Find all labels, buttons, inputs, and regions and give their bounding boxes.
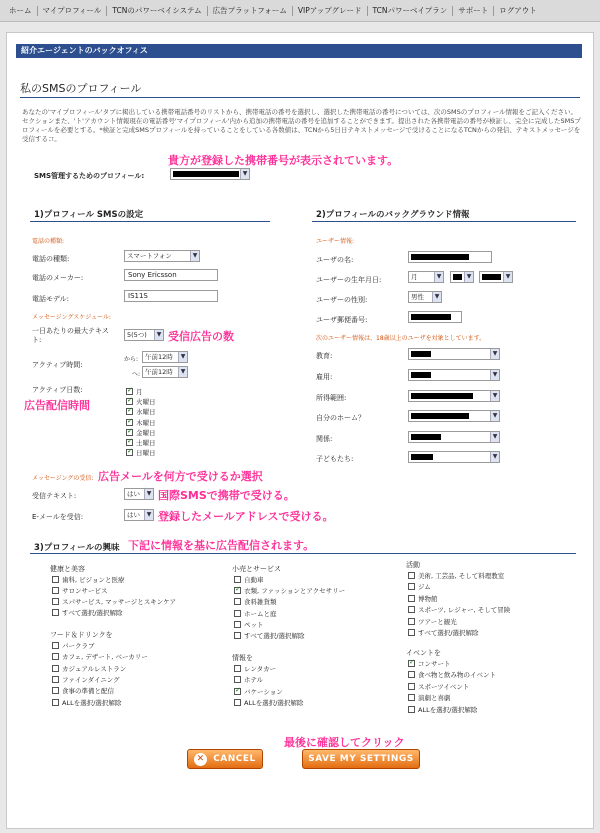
annotation-how-receive: 広告メールを何方で受けるか選択 <box>98 470 263 483</box>
redacted-education <box>411 351 431 357</box>
checkbox-label: すべて選択/選択解除 <box>418 629 479 637</box>
model-input[interactable]: IS11S <box>124 290 218 302</box>
to-value: 午前12時 <box>145 368 173 376</box>
redacted-children <box>411 454 433 460</box>
checkbox[interactable] <box>52 653 59 660</box>
max-text-label: 一日あたりの最大テキスト: <box>32 327 109 344</box>
interest-group-title: 健康と美容 <box>50 565 85 573</box>
checkbox-label: スポーツ, レジャー, そして冒険 <box>418 606 511 615</box>
checkbox-label: 演劇と喜劇 <box>418 694 451 703</box>
max-text-select[interactable] <box>124 329 164 341</box>
receive-text-value: はい <box>127 490 140 498</box>
dob-year-select[interactable] <box>479 271 513 283</box>
annotation-confirm: 最後に確認してクリック <box>284 736 405 749</box>
checkbox[interactable] <box>52 699 59 706</box>
education-select[interactable] <box>408 348 500 360</box>
checkbox[interactable] <box>408 629 415 636</box>
checkbox-label: 土曜日 <box>136 439 156 447</box>
checkbox[interactable] <box>126 388 133 395</box>
checkbox-label: 食べ物と飲み物のイベント <box>418 671 496 680</box>
checkbox-label: ペット <box>244 620 264 629</box>
chevron-down-icon: ▼ <box>178 352 187 362</box>
from-select[interactable] <box>142 351 188 363</box>
save-settings-button[interactable] <box>302 749 420 769</box>
chevron-down-icon: ▼ <box>490 391 499 401</box>
cancel-label: CANCEL <box>213 754 256 764</box>
checkbox[interactable] <box>408 583 415 590</box>
to-select[interactable] <box>142 366 188 378</box>
checkbox[interactable] <box>52 609 59 616</box>
checkbox-row[interactable] <box>234 698 303 707</box>
maker-label: 電話のメーカー: <box>32 274 84 282</box>
checkbox-row[interactable] <box>52 575 125 584</box>
checkbox[interactable] <box>126 419 133 426</box>
receive-email-label: E-メールを受信: <box>32 513 84 521</box>
nav-item[interactable]: TCNパワーベイプラン <box>368 6 454 16</box>
annotation-intl-sms: 国際SMSで携帯で受ける。 <box>158 489 295 502</box>
checkbox[interactable] <box>126 429 133 436</box>
checkbox[interactable] <box>126 449 133 456</box>
checkbox-label: バケーション <box>244 687 283 696</box>
redacted-home <box>411 413 469 419</box>
checkbox-row[interactable] <box>52 641 95 650</box>
page-title: 私のSMSのプロフィール <box>20 82 142 95</box>
checkbox-row[interactable] <box>234 687 283 696</box>
checkbox-row[interactable] <box>234 575 264 584</box>
nav-item[interactable]: マイプロフィール <box>38 6 108 16</box>
section3-divider <box>30 553 576 554</box>
checkbox-label: バークラブ <box>62 642 95 650</box>
section1-title: 1)プロフィール SMSの設定 <box>34 210 144 220</box>
dob-month-value: 月 <box>411 273 418 281</box>
checkbox[interactable] <box>52 676 59 683</box>
checkbox-label: 金曜日 <box>136 428 156 437</box>
redacted-postal <box>411 314 451 320</box>
checkbox[interactable] <box>408 694 415 701</box>
age-note: 次のユーザー情報は、18歳以上のユーザを対象としています。 <box>316 335 486 342</box>
interest-group-title: 情報を <box>232 654 253 662</box>
dob-month-select[interactable] <box>408 271 444 283</box>
intro-text: あなたの'マイプロフィール'タブに掲出している携帯電話番号のリストから、携帯電話の番号を選択し、選択した携帯電話の番号については、次のSMSのプロフィール情報をご記入ください。セクションまた、'ト'アカウント情報現在の電話番号'マイプロフィール'内から追加の携帯電話の番号を追加することができます。提出された各携帯電話の番号が検証し、完全に完成したSMSプロフィールを必要とする。*検証と完成SMSプロフィールを持っていることをしている各数値は、TCNから5日日テキストメッセージで受けることになるTCNからの発信、テキストメッセージを受信するコ。 <box>22 108 581 143</box>
checkbox-label: 食料雑貨類 <box>244 598 277 607</box>
chevron-down-icon: ▼ <box>490 370 499 380</box>
chevron-down-icon: ▼ <box>432 292 441 302</box>
nav-item[interactable]: 広告プラットフォーム <box>208 6 293 16</box>
postal-input[interactable] <box>408 311 462 323</box>
employment-select[interactable] <box>408 369 500 381</box>
profile-select-label: SMS管理するためのプロフィール: <box>34 172 145 180</box>
checkbox-row[interactable] <box>234 675 263 684</box>
checkbox-row[interactable] <box>126 397 156 406</box>
gender-value: 男性 <box>411 293 424 301</box>
checkbox-label: ALLを選択/選択解除 <box>418 705 478 714</box>
interest-group-title: イベントを <box>406 649 441 657</box>
checkbox-label: すべて選択/選択解除 <box>244 632 305 640</box>
gender-label: ユーザーの性別: <box>316 296 368 304</box>
top-nav <box>0 0 600 22</box>
checkbox[interactable] <box>408 706 415 713</box>
chevron-down-icon: ▼ <box>434 272 443 282</box>
checkbox[interactable] <box>126 408 133 415</box>
nav-item[interactable]: サポート <box>453 6 494 16</box>
checkbox[interactable] <box>234 621 241 628</box>
checkbox-row[interactable] <box>408 617 457 626</box>
interest-group-title: フード＆ドリンクを <box>50 631 113 639</box>
checkbox-row[interactable] <box>52 698 121 707</box>
chevron-down-icon: ▼ <box>503 272 512 282</box>
from-value: 午前12時 <box>145 353 173 361</box>
chevron-down-icon: ▼ <box>490 411 499 421</box>
checkbox-label: ファインダイニング <box>62 675 120 684</box>
annotation-ad-count: 受信広告の数 <box>168 330 234 343</box>
checkbox[interactable] <box>234 676 241 683</box>
children-select[interactable] <box>408 451 500 463</box>
children-label: 子どもたち: <box>316 455 354 463</box>
receive-email-value: はい <box>127 511 140 519</box>
nav-item[interactable]: ホーム <box>4 6 38 16</box>
home-label: 自分のホーム？ <box>316 414 365 422</box>
annotation-phone-number: 貴方が登録した携帯番号が表示されています。 <box>168 154 399 167</box>
section-bar: 紹介エージェントのバックオフィス <box>16 44 582 58</box>
max-text-value: 5(5つ) <box>127 331 147 339</box>
section1-divider <box>30 221 270 222</box>
name-label: ユーザの名: <box>316 256 354 264</box>
close-icon: ✕ <box>194 753 207 766</box>
checkbox-label: ホテル <box>244 676 264 685</box>
checkbox-label: 水曜日 <box>136 408 156 417</box>
checkbox-row[interactable] <box>408 571 504 580</box>
checkbox-row[interactable] <box>408 594 438 603</box>
checkbox-row[interactable] <box>234 586 345 595</box>
section3-title: 3)プロフィールの興味 <box>34 543 120 553</box>
home-select[interactable] <box>408 410 500 422</box>
relationship-select[interactable] <box>408 431 500 443</box>
cancel-button[interactable] <box>187 749 263 769</box>
checkbox-label: 月 <box>136 388 143 396</box>
checkbox[interactable] <box>234 587 241 594</box>
chevron-down-icon: ▼ <box>240 169 249 179</box>
checkbox[interactable] <box>52 642 59 649</box>
chevron-down-icon: ▼ <box>154 330 163 340</box>
redacted-name <box>411 254 469 260</box>
profile-select[interactable] <box>170 168 250 180</box>
checkbox[interactable] <box>234 598 241 605</box>
education-label: 教育: <box>316 352 333 360</box>
receive-header: メッセージングの受信: <box>32 475 94 482</box>
checkbox-row[interactable] <box>234 620 264 629</box>
checkbox-row[interactable] <box>52 675 120 684</box>
checkbox[interactable] <box>52 576 59 583</box>
maker-input[interactable]: Sony Ericsson <box>124 269 218 281</box>
checkbox-row[interactable] <box>126 407 156 416</box>
checkbox-row[interactable] <box>126 428 156 437</box>
schedule-header: メッセージングスケジュール: <box>32 314 111 321</box>
checkbox-label: ツアーと観光 <box>418 617 457 626</box>
chevron-down-icon: ▼ <box>490 452 499 462</box>
checkbox-row[interactable] <box>52 686 114 695</box>
active-time-label: アクティブ時間: <box>32 361 83 369</box>
checkbox-row[interactable] <box>408 705 477 714</box>
checkbox-row[interactable] <box>408 670 496 679</box>
checkbox-row[interactable] <box>52 608 123 617</box>
chevron-down-icon: ▼ <box>490 432 499 442</box>
checkbox[interactable] <box>234 632 241 639</box>
checkbox-row[interactable] <box>234 631 305 640</box>
chevron-down-icon: ▼ <box>490 349 499 359</box>
checkbox-row[interactable] <box>52 597 176 606</box>
checkbox[interactable] <box>52 598 59 605</box>
redacted-phone <box>173 171 239 177</box>
name-input[interactable] <box>408 251 492 263</box>
annotation-interests: 下記に情報を基に広告配信されます。 <box>128 539 315 552</box>
checkbox-label: カジュアルレストラン <box>62 664 127 673</box>
redacted-year <box>482 274 501 280</box>
chevron-down-icon: ▼ <box>464 272 473 282</box>
checkbox[interactable] <box>234 665 241 672</box>
checkbox-row[interactable] <box>408 682 469 691</box>
checkbox-label: ALLを選択/選択解除 <box>62 698 122 707</box>
phone-type-select[interactable] <box>124 250 200 262</box>
checkbox-row[interactable] <box>408 582 431 591</box>
relationship-label: 関係: <box>316 435 333 443</box>
checkbox[interactable] <box>52 687 59 694</box>
postal-label: ユーザ郵便番号: <box>316 316 368 324</box>
checkbox-row[interactable] <box>234 664 276 673</box>
chevron-down-icon: ▼ <box>178 367 187 377</box>
save-label: SAVE MY SETTINGS <box>308 754 414 764</box>
checkbox[interactable] <box>52 665 59 672</box>
checkbox-label: ジム <box>418 583 431 592</box>
chevron-down-icon: ▼ <box>190 251 199 261</box>
checkbox[interactable] <box>126 398 133 405</box>
interest-group-title: 小売とサービス <box>232 565 281 573</box>
checkbox-label: 歯科, ビジョンと医療 <box>62 576 125 584</box>
nav-item[interactable]: VIPアップグレード <box>293 6 368 16</box>
checkbox-row[interactable] <box>408 693 451 702</box>
checkbox-row[interactable] <box>408 605 510 614</box>
checkbox[interactable] <box>408 671 415 678</box>
checkbox-label: 美術, 工芸品, そして料理教室 <box>418 572 505 580</box>
to-label: へ: <box>132 371 141 378</box>
title-divider <box>20 97 580 98</box>
checkbox[interactable] <box>234 576 241 583</box>
dob-label: ユーザーの生年月日: <box>316 276 382 284</box>
checkbox-row[interactable] <box>408 659 451 668</box>
checkbox-row[interactable] <box>52 586 108 595</box>
checkbox[interactable] <box>408 683 415 690</box>
chevron-down-icon: ▼ <box>144 510 153 520</box>
phone-type-label: 電話の種類: <box>32 255 70 263</box>
checkbox[interactable] <box>234 610 241 617</box>
checkbox-label: 日曜日 <box>136 449 156 458</box>
checkbox-label: レンタカー <box>244 665 277 673</box>
model-label: 電話モデル: <box>32 295 70 303</box>
checkbox-row[interactable] <box>234 597 277 606</box>
checkbox-row[interactable] <box>52 652 148 661</box>
section2-divider <box>312 221 576 222</box>
nav-item[interactable]: TCNのパワーベイシステム <box>107 6 207 16</box>
income-label: 所得範囲: <box>316 394 347 402</box>
checkbox-label: 火曜日 <box>136 398 156 407</box>
checkbox-label: すべて選択/選択解除 <box>62 609 123 617</box>
checkbox-row[interactable] <box>126 448 156 457</box>
checkbox[interactable] <box>408 606 415 613</box>
employment-label: 雇用: <box>316 373 333 381</box>
checkbox[interactable] <box>234 699 241 706</box>
checkbox[interactable] <box>52 587 59 594</box>
dob-day-select[interactable] <box>450 271 474 283</box>
checkbox-row[interactable] <box>126 418 156 427</box>
checkbox-label: 食事の準備と配信 <box>62 687 114 696</box>
checkbox-label: ALLを選択/選択解除 <box>244 698 304 707</box>
phone-type-value: スマートフォン <box>127 252 172 260</box>
checkbox-row[interactable] <box>52 664 126 673</box>
redacted-day <box>453 274 462 280</box>
receive-text-select[interactable] <box>124 488 154 500</box>
phone-type-header: 電話の種類: <box>32 238 65 245</box>
checkbox-row[interactable] <box>126 438 156 447</box>
checkbox[interactable] <box>234 688 241 695</box>
receive-email-select[interactable] <box>124 509 154 521</box>
checkbox-label: スポーツイベント <box>418 682 470 691</box>
chevron-down-icon: ▼ <box>144 489 153 499</box>
nav-item[interactable]: ログアウト <box>499 5 537 15</box>
checkbox[interactable] <box>408 618 415 625</box>
checkbox-label: コンサート <box>418 660 451 668</box>
checkbox-label: 木曜日 <box>136 418 156 427</box>
checkbox-label: サロンサービス <box>62 587 108 595</box>
receive-text-label: 受信テキスト: <box>32 492 77 500</box>
redacted-income <box>411 393 473 399</box>
checkbox[interactable] <box>408 660 415 667</box>
redacted-relationship <box>411 434 441 440</box>
interest-group-title: 活動 <box>406 561 420 569</box>
checkbox-row[interactable] <box>126 387 143 396</box>
redacted-employment <box>411 372 431 378</box>
checkbox-row[interactable] <box>234 609 277 618</box>
checkbox-label: カフェ, デザート, ベーカリー <box>62 653 148 662</box>
checkbox[interactable] <box>408 595 415 602</box>
gender-select[interactable] <box>408 291 442 303</box>
annotation-email: 登録したメールアドレスで受ける。 <box>158 510 334 523</box>
active-days-label: アクティブ日数: <box>32 386 83 394</box>
checkbox-row[interactable] <box>408 628 479 637</box>
checkbox[interactable] <box>126 439 133 446</box>
checkbox-label: 自動車 <box>244 576 264 584</box>
annotation-ad-time: 広告配信時間 <box>24 399 90 412</box>
checkbox-label: 衣類, ファッションとアクセサリー <box>244 587 346 596</box>
income-select[interactable] <box>408 390 500 402</box>
checkbox[interactable] <box>408 572 415 579</box>
checkbox-label: スパサービス, マッサージとスキンケア <box>62 598 177 606</box>
checkbox-label: 博物館 <box>418 594 438 603</box>
checkbox-label: ホームと庭 <box>244 609 277 618</box>
section2-title: 2)プロフィールのバックグラウンド情報 <box>316 210 470 220</box>
from-label: から: <box>124 356 139 363</box>
user-info-header: ユーザー情報: <box>316 238 355 245</box>
